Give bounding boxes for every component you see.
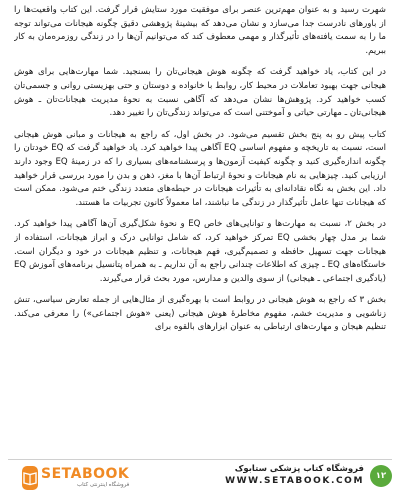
footer-info — [225, 463, 392, 488]
logo-tagline: فروشگاه اینترنتی کتاب — [76, 482, 130, 489]
paragraph-2: در این کتاب، یاد خواهید گرفت که چگونه هوش هیجانی‌تان را بسنجید. شما مهارت‌هایی برای هوش هیجانی جهت بهبود تعاملات در محیط کار، روابط با خانواده و دوستان و حتی بهزیستی روانی و جسمی‌تان کسب خواهید کرد. پژوهش‌ها نشان می‌دهد که آگاهی نسبت به نحوهٔ مدیریت هیجانات‌تان ـ هوش هیجانی‌تان ـ مهارتی حیاتی و آموختنی است که می‌تواند زندگی‌تان را تغییر دهد. — [14, 67, 386, 119]
setabook-logo — [22, 465, 130, 491]
logo-word: SETABOOK — [41, 466, 130, 483]
website-link[interactable]: WWW.SETABOOK.COM — [225, 476, 364, 486]
paragraph-1: شهرت رسید و به عنوان مهم‌ترین عنصر برای موفقیت مورد ستایش قرار گرفت. این کتاب واقعیت‌ها را از باورهای نادرست جدا می‌سازد و نشان می‌دهد که بیشینهٔ پژوهشی دقیق چگونه هیجانات می‌تواند توجه ما را به سمت یافته‌های تأثیرگذار و مهمی معطوف کند که می‌توانیم آن‌ها را در زندگی روزمره‌مان به کار ببریم. — [14, 5, 386, 56]
paragraph-4: در بخش ۲، نسبت به مهارت‌ها و توانایی‌های خاص EQ و نحوهٔ شکل‌گیری آن‌ها آگاهی پیدا خواهید کرد. شما بر مدل چهار بخشی EQ تمرکز خواهید کرد، که شامل توانایی درک و ابراز هیجانات، استفاده از هیجانات جهت تسهیل حافظه و تصمیم‌گیری، فهم هیجانات، و تنظیم هیجانات در خود و دیگران است. خاستگاه‌های EQ ـ چیزی که اطلاعات چندانی راجع به آن نداریم ـ به همراه پتانسیل برنامه‌های آموزش EQ (یادگیری اجتماعی ـ هیجانی) از سوی والدین و مدارس، مورد بحث قرار می‌گیرند. — [14, 219, 386, 284]
page-number: ۱۲ — [370, 465, 392, 487]
paragraph-3: کتاب پیش رو به پنج بخش تقسیم می‌شود. در بخش اول، که راجع به هیجانات و مبانی هوش هیجانی است، نسبت به تاریخچه و مفهوم اساسی EQ آگاهی پیدا خواهید کرد. یاد خواهید گرفت که EQ خودتان را چگونه اندازه‌گیری کنید و چگونه کیفیت آزمون‌ها و پرسشنامه‌های بسیاری را که در زمینهٔ EQ وجود دارند ارزیابی کنید. چیزهایی به نام هیجانات و نحوهٔ ارتباط آن‌ها با مغز، ذهن و بدن را مورد بررسی قرار خواهید داد. این بخش به نگاه نقادانه‌ای به تأثیرات هیجانات در حیطه‌های متعدد زندگی ختم می‌شود. ممکن است که هیجانات تنها عامل تأثیرگذار در زندگی ما نباشند، اما معمولاً کانون تجربیات ما هستند. — [14, 129, 386, 208]
store-name: فروشگاه کتاب پزشکی ستابوک — [234, 464, 364, 474]
book-icon — [22, 466, 38, 490]
page-body — [14, 4, 386, 457]
page-footer — [0, 457, 400, 497]
paragraph-5: بخش ۳ که راجع به هوش هیجانی در روابط است با بهره‌گیری از مثال‌هایی از جمله تعارض سیاسی، تنش زناشویی و مدیریت خشم، مفهوم مخاطرهٔ هوش هیجانی (یعنی «هوش اجتماعی») را معرفی می‌کند. تنظیم هیجان و مهارت‌های ارتباطی به عنوان ابزارهای بالقوه برای — [14, 295, 386, 333]
footer-divider — [8, 459, 392, 460]
